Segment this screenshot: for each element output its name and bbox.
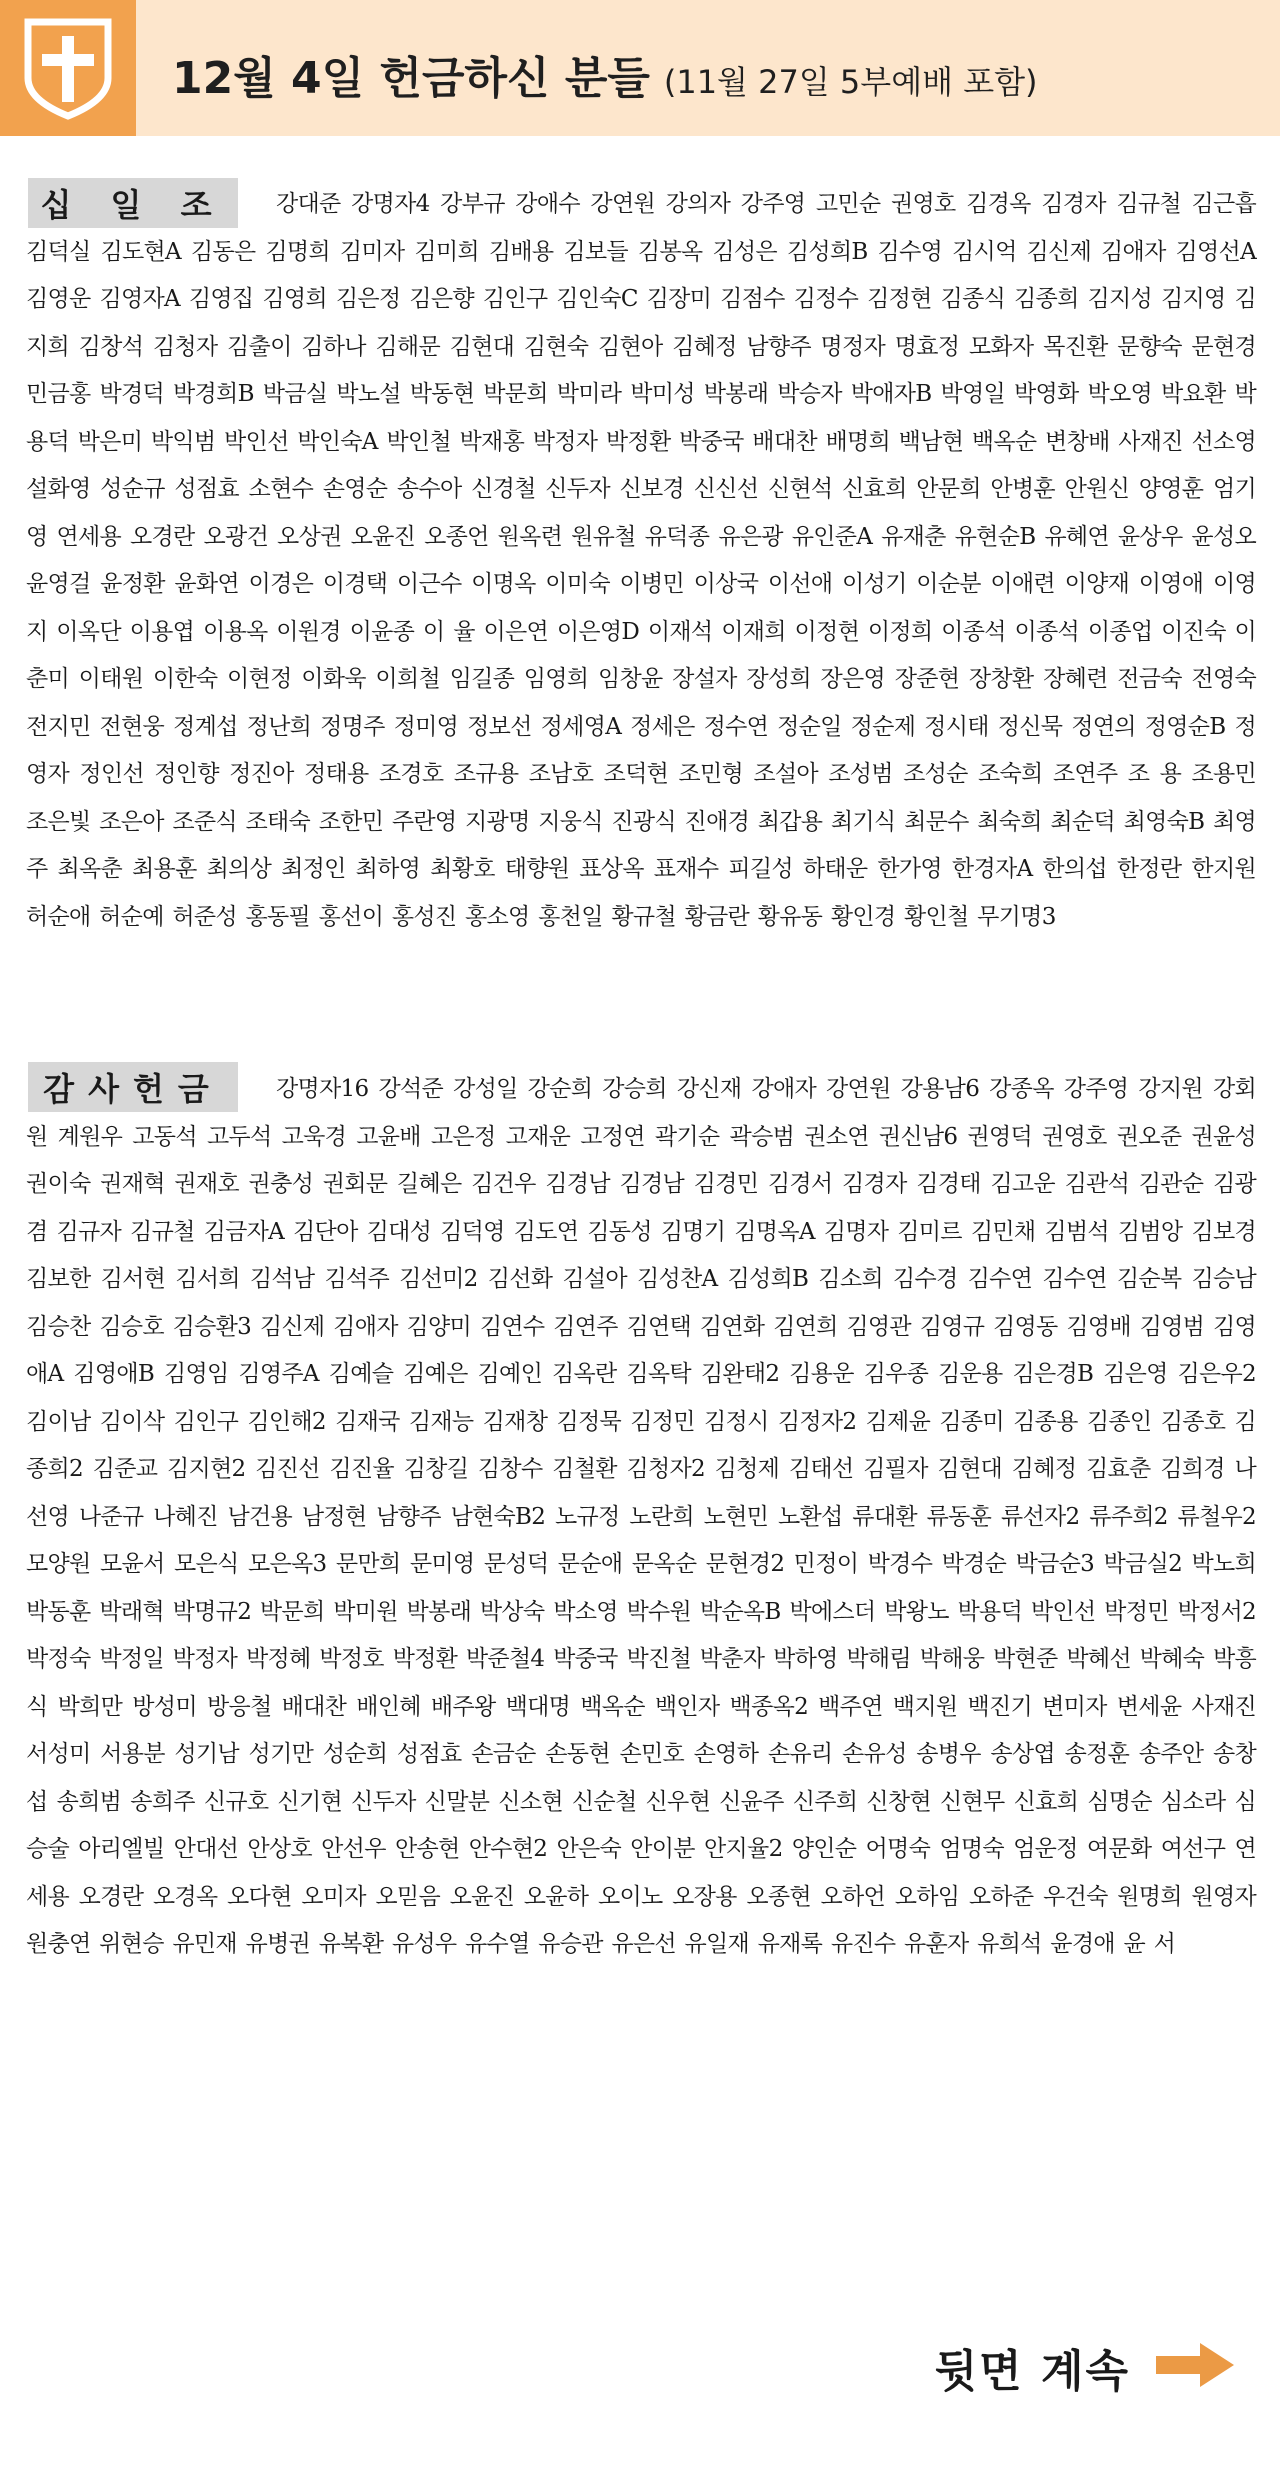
- thanks-name-list: [26, 1066, 1256, 1969]
- continue-footer: [935, 2335, 1234, 2399]
- right-arrow-icon: [1156, 2343, 1234, 2391]
- tithe-names: 강대준 강명자4 강부규 강애수 강연원 강의자 강주영 고민순 권영호 김경옥 김경자 김규철 김근흡 김덕실 김도현A 김동은 김명희 김미자 김미희 김배용 김보들 김봉옥 김성은 김성희B 김수영 김시억 김신제 김애자 김영선A 김영운 김영자A 김영집 김영희 김은정 김은향 김인구 김인숙C 김장미 김점수 김정수 김정현 김종식 김종희 김지성 김지영 김지희 김창석 김청자 김출이 김하나 김해문 김현대 김현숙 김현아 김혜정 남향주 명정자 명효정 모화자 목진환 문향숙 문현경 민금홍 박경덕 박경희B 박금실 박노설 박동현 박문희 박미라 박미성 박봉래 박승자 박애자B 박영일 박영화 박오영 박요환 박용덕 박은미 박익범 박인선 박인숙A 박인철 박재홍 박정자 박정환 박중국 배대찬 배명희 백남현 백옥순 변창배 사재진 선소영 설화영 성순규 성점효 소현수 손영순 송수아 신경철 신두자 신보경 신신선 신현석 신효희 안문희 안병훈 안원신 양영훈 엄기영 연세용 오경란 오광건 오상권 오윤진 오종언 원옥련 원유철 유덕종 유은광 유인준A 유재춘 유현순B 유혜연 윤상우 윤성오 윤영걸 윤정환 윤화연 이경은 이경택 이근수 이명옥 이미숙 이병민 이상국 이선애 이성기 이순분 이애련 이양재 이영애 이영지 이옥단 이용엽 이용옥 이원경 이윤종 이 율 이은연 이은영D 이재석 이재희 이정현 이정희 이종석 이종석 이종업 이진숙 이춘미 이태원 이한숙 이현정 이화욱 이희철 임길종 임영희 임창윤 장설자 장성희 장은영 장준현 장창환 장혜련 전금숙 전영숙 전지민 전현웅 정계섭 정난희 정명주 정미영 정보선 정세영A 정세은 정수연 정순일 정순제 정시태 정신묵 정연의 정영순B 정영자 정인선 정인향 정진아 정태용 조경호 조규용 조남호 조덕현 조민형 조설아 조성범 조성순 조숙희 조연주 조 용 조용민 조은빛 조은아 조준식 조태숙 조한민 주란영 지광명 지웅식 진광식 진애경 최갑용 최기식 최문수 최숙희 최순덕 최영숙B 최영주 최옥춘 최용훈 최의상 최정인 최하영 최황호 태향원 표상옥 표재수 피길성 하태운 한가영 한경자A 한의섭 한정란 한지원 허순애 허순예 허준성 홍동필 홍선이 홍성진 홍소영 홍천일 황규철 황금란 황유동 황인경 황인철 무기명3: [26, 191, 1256, 930]
- tithe-name-list: [26, 181, 1256, 941]
- tithe-section-label: 십 일 조: [28, 178, 238, 228]
- cross-shield-icon: [0, 0, 136, 136]
- continue-text: 뒷면 계속: [934, 2346, 1130, 2397]
- title-subtitle: (11월 27일 5부예배 포함): [663, 63, 1038, 101]
- page-header: [0, 0, 1280, 136]
- thanks-names: 강명자16 강석준 강성일 강순희 강승희 강신재 강애자 강연원 강용남6 강종옥 강주영 강지원 강회원 계원우 고동석 고두석 고욱경 고윤배 고은정 고재운 고정연 곽기순 곽승범 권소연 권신남6 권영덕 권영호 권오준 권윤성 권이숙 권재혁 권재호 권충성 권회문 길혜은 김건우 김경남 김경남 김경민 김경서 김경자 김경태 김고운 김관석 김관순 김광겸 김규자 김규철 김금자A 김단아 김대성 김덕영 김도연 김동성 김명기 김명옥A 김명자 김미르 김민채 김범석 김범앙 김보경 김보한 김서현 김서희 김석남 김석주 김선미2 김선화 김설아 김성찬A 김성희B 김소희 김수경 김수연 김수연 김순복 김승남 김승찬 김승호 김승환3 김신제 김애자 김양미 김연수 김연주 김연택 김연화 김연희 김영관 김영규 김영동 김영배 김영범 김영애A 김영애B 김영임 김영주A 김예슬 김예은 김예인 김옥란 김옥탁 김완태2 김용운 김우종 김운용 김은경B 김은영 김은우2 김이남 김이삭 김인구 김인해2 김재국 김재능 김재창 김정묵 김정민 김정시 김정자2 김제윤 김종미 김종용 김종인 김종호 김종희2 김준교 김지현2 김진선 김진율 김창길 김창수 김철환 김청자2 김청제 김태선 김필자 김현대 김혜정 김효춘 김희경 나선영 나준규 나혜진 남건용 남정현 남향주 남현숙B2 노규정 노란희 노현민 노환섭 류대환 류동훈 류선자2 류주희2 류철우2 모양원 모윤서 모은식 모은옥3 문만희 문미영 문성덕 문순애 문옥순 문현경2 민정이 박경수 박경순 박금순3 박금실2 박노희 박동훈 박래혁 박명규2 박문희 박미원 박봉래 박상숙 박소영 박수원 박순옥B 박에스더 박왕노 박용덕 박인선 박정민 박정서2 박정숙 박정일 박정자 박정혜 박정호 박정환 박준철4 박중국 박진철 박춘자 박하영 박해림 박해웅 박현준 박혜선 박혜숙 박흥식 박희만 방성미 방응철 배대찬 배인혜 배주왕 백대명 백옥순 백인자 백종옥2 백주연 백지원 백진기 변미자 변세윤 사재진 서성미 서용분 성기남 성기만 성순희 성점효 손금순 손동현 손민호 손영하 손유리 손유성 송병우 송상엽 송정훈 송주안 송창섭 송희범 송희주 신규호 신기현 신두자 신말분 신소현 신순철 신우현 신윤주 신주희 신창현 신현무 신효희 심명순 심소라 심승술 아리엘빌 안대선 안상호 안선우 안송현 안수현2 안은숙 안이분 안지율2 양인순 어명숙 엄명숙 엄운정 여문화 여선구 연세용 오경란 오경옥 오다현 오미자 오믿음 오윤진 오윤하 오이노 오장용 오종현 오하언 오하임 오하준 우건숙 원명희 원영자 원충연 위현승 유민재 유병권 유복환 유성우 유수열 유승관 유은선 유일재 유재록 유진수 유훈자 유희석 윤경애 윤 서: [26, 1076, 1256, 1957]
- page-title: [172, 42, 1038, 106]
- thanks-section-label: 감사헌금: [28, 1062, 238, 1112]
- title-main: 12월 4일 헌금하신 분들: [172, 53, 650, 104]
